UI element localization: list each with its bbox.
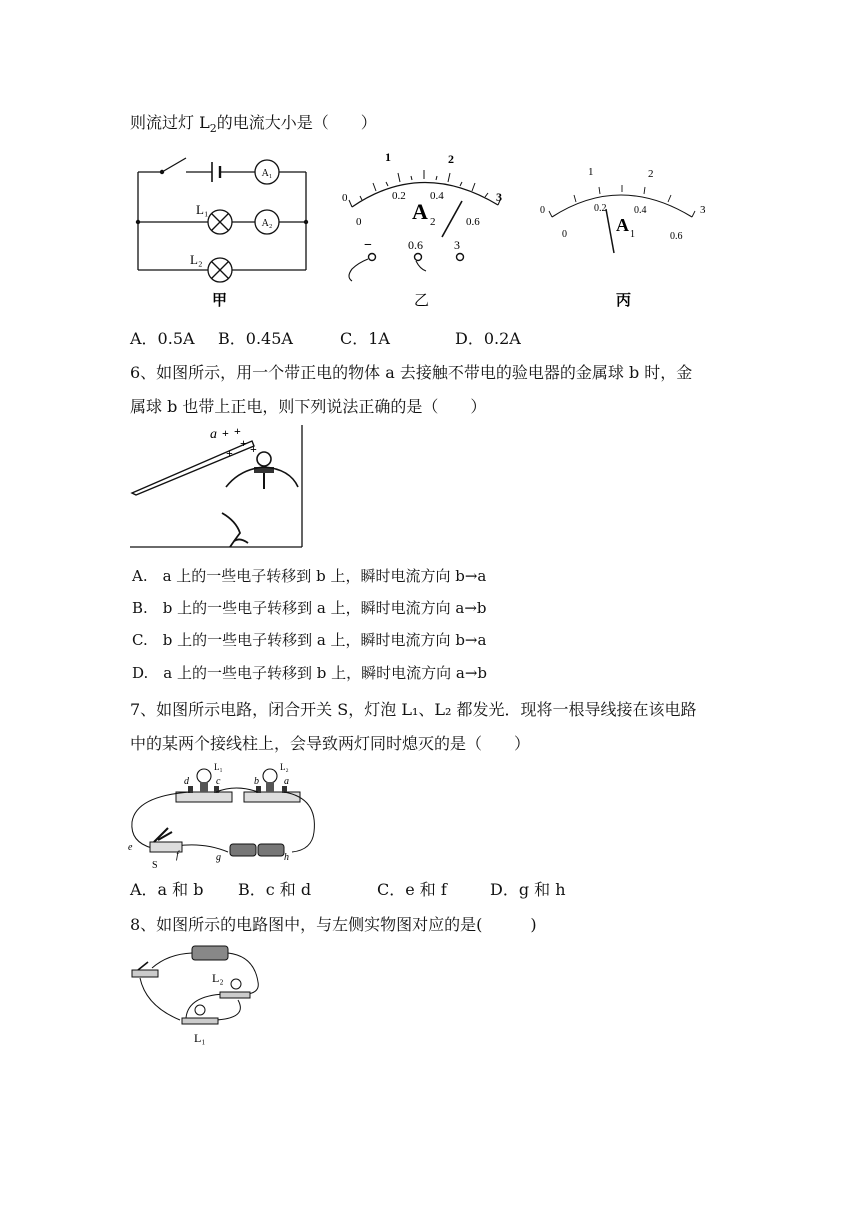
scale-lower-0: 0 xyxy=(562,229,567,240)
terminal-e: e xyxy=(128,842,133,853)
q6-option-d[interactable]: D. a 上的一些电子转移到 b 上，瞬时电流方向 a→b xyxy=(132,664,487,682)
terminal-c: c xyxy=(216,776,221,787)
q7-stem-line1: 7、如图所示电路，闭合开关 S，灯泡 L₁、L₂ 都发光．现将一根导线接在该电路 xyxy=(130,700,697,719)
rod-label-a: a xyxy=(210,427,217,442)
q6-stem-line2: 属球 b 也带上正电，则下列说法正确的是（ ） xyxy=(130,397,487,416)
plus-sign: + xyxy=(250,442,257,456)
terminal-g: g xyxy=(216,852,221,863)
q5-stem-tail xyxy=(130,110,377,135)
metal-ball-b xyxy=(257,452,271,466)
q7-option-c[interactable]: C．e 和 f xyxy=(377,880,447,899)
scale-lower-0-6: 0.6 xyxy=(670,231,683,242)
switch-label-s: S xyxy=(152,860,158,871)
scale-upper-0: 0 xyxy=(342,192,348,204)
q5-option-b[interactable]: B．0.45A xyxy=(218,329,293,348)
q5-option-a[interactable]: A．0.5A xyxy=(130,329,195,348)
lamp-l1-label: L₁ xyxy=(214,762,223,772)
meter-sub-2: 2 xyxy=(430,216,436,228)
ammeter-a2-label: A₂ xyxy=(261,218,273,229)
lead-wire xyxy=(416,261,426,271)
bulb-l1 xyxy=(197,769,211,783)
q5-figure-jia xyxy=(128,150,318,310)
meter-needle xyxy=(606,209,614,253)
terminal-post xyxy=(369,254,376,261)
plus-sign: + xyxy=(240,436,247,450)
scale-upper-2: 2 xyxy=(648,168,654,180)
scale-lower-0: 0 xyxy=(356,216,362,228)
meter-label-a: A xyxy=(412,199,428,224)
terminal-post xyxy=(415,254,422,261)
terminal-a: a xyxy=(284,776,289,787)
q7-option-a[interactable]: A．a 和 b xyxy=(130,880,204,899)
figure-caption-yi: 乙 xyxy=(414,293,430,309)
meter-sub-1: 1 xyxy=(630,229,635,240)
charged-rod-a xyxy=(132,441,254,495)
battery xyxy=(192,946,228,960)
ammeter-a1-label: A₁ xyxy=(261,168,273,179)
q6-option-b[interactable]: B. b 上的一些电子转移到 a 上，瞬时电流方向 a→b xyxy=(132,599,487,617)
terminal-0-6: 0.6 xyxy=(408,238,423,252)
terminal-d: d xyxy=(184,776,189,787)
scale-upper-2: 2 xyxy=(448,152,454,166)
scale-upper-0: 0 xyxy=(540,205,545,216)
terminal-b: b xyxy=(254,776,259,787)
q8-figure-circuit xyxy=(128,942,263,1047)
lamp-l1-label: L₁ xyxy=(196,202,209,217)
q5-option-d[interactable]: D．0.2A xyxy=(455,329,521,348)
bulb-l1 xyxy=(195,1005,205,1015)
meter-label-a: A xyxy=(616,215,629,235)
figure-caption-jia: 甲 xyxy=(212,293,228,309)
lamp-l2-label: L₂ xyxy=(212,971,224,985)
q5-option-c[interactable]: C．1A xyxy=(340,329,390,348)
terminal-f: f xyxy=(176,850,179,861)
lamp-l2-label: L₂ xyxy=(190,252,203,267)
scale-lower-0-4: 0.4 xyxy=(634,205,647,216)
q7-option-b[interactable]: B．c 和 d xyxy=(238,880,312,899)
figure-caption-bing: 丙 xyxy=(616,293,632,309)
battery-cell xyxy=(230,844,256,856)
scale-upper-3: 3 xyxy=(496,190,502,204)
lamp-l2-label: L₂ xyxy=(280,762,289,772)
switch xyxy=(132,970,158,977)
scale-lower-0-2: 0.2 xyxy=(392,190,406,202)
meter-needle xyxy=(442,201,462,237)
lamp-l1-label: L₁ xyxy=(194,1031,206,1045)
terminal-post xyxy=(457,254,464,261)
scale-upper-1: 1 xyxy=(385,150,391,164)
scale-lower-0-6: 0.6 xyxy=(466,216,480,228)
q7-stem-line2: 中的某两个接线柱上，会导致两灯同时熄灭的是（ ） xyxy=(130,734,531,753)
q5-stem-subscript: 2 xyxy=(209,122,217,136)
q7-figure-circuit xyxy=(128,762,323,872)
bulb-l2 xyxy=(263,769,277,783)
scale-upper-3: 3 xyxy=(700,204,706,216)
q6-option-a[interactable]: A. a 上的一些电子转移到 b 上，瞬时电流方向 b→a xyxy=(132,567,487,585)
scale-upper-1: 1 xyxy=(588,166,594,178)
scale-lower-0-2: 0.2 xyxy=(594,203,607,214)
scale-lower-0-4: 0.4 xyxy=(430,190,444,202)
lead-wire xyxy=(349,259,368,281)
plus-sign: + xyxy=(226,446,233,460)
q5-figure-bing xyxy=(530,155,715,310)
q6-option-c[interactable]: C. b 上的一些电子转移到 a 上，瞬时电流方向 b→a xyxy=(132,631,487,649)
plus-sign: + xyxy=(234,425,241,438)
plus-sign: + xyxy=(222,426,229,440)
battery-cell xyxy=(258,844,284,856)
q6-stem-line1: 6、如图所示，用一个带正电的物体 a 去接触不带电的验电器的金属球 b 时，金 xyxy=(130,363,693,382)
q7-option-d[interactable]: D．g 和 h xyxy=(490,880,566,899)
q8-stem: 8、如图所示的电路图中，与左侧实物图对应的是( ) xyxy=(130,915,537,934)
q5-figure-yi xyxy=(330,145,510,310)
bulb-l2 xyxy=(231,979,241,989)
q6-figure-electroscope xyxy=(130,425,310,550)
terminal-3: 3 xyxy=(454,238,460,252)
terminal-negative: − xyxy=(364,238,372,253)
q5-stem-text-end: 的电流大小是（ ） xyxy=(216,113,377,132)
q5-stem-text: 则流过灯 L xyxy=(130,113,210,132)
terminal-h: h xyxy=(284,852,289,863)
